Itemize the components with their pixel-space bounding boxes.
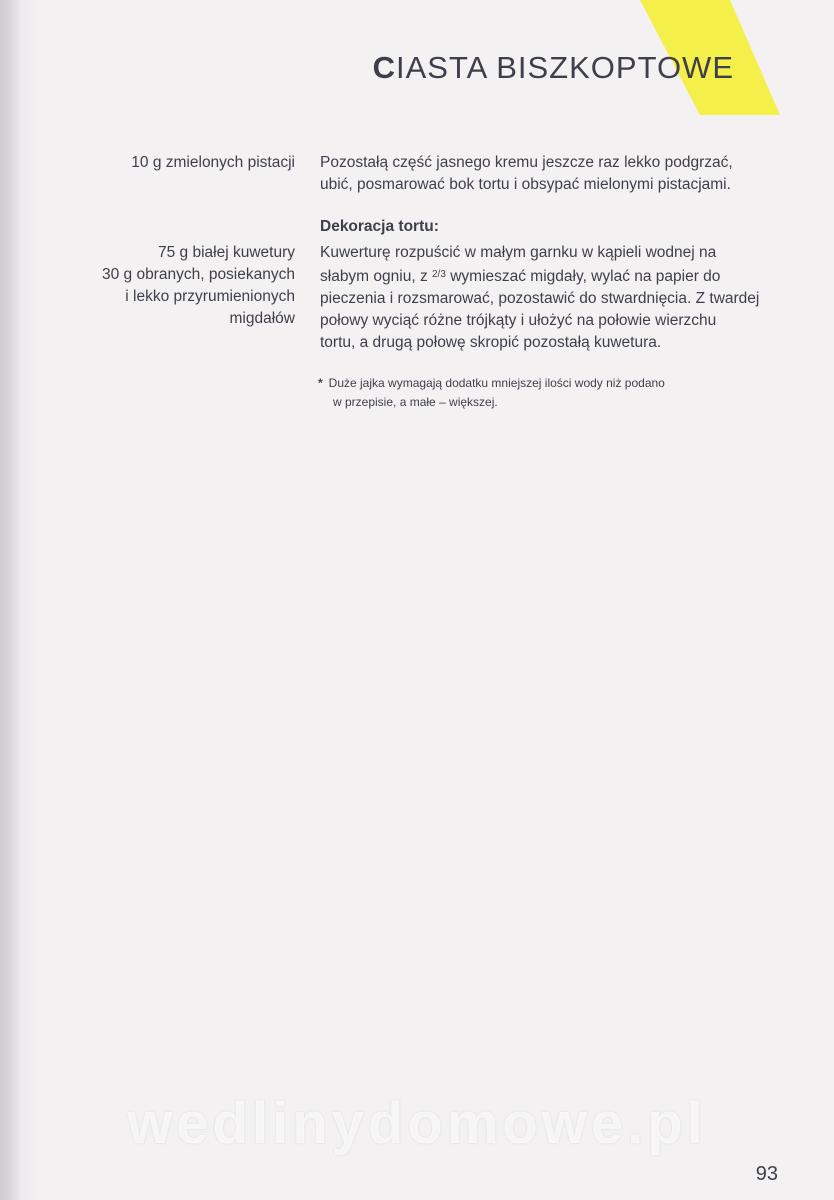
fraction: 2/3 (432, 269, 446, 280)
title-rest: IASTA BISZKOPTOWE (396, 50, 734, 85)
ingredients-group-2 (75, 242, 295, 330)
instructions-paragraph-1 (320, 152, 785, 196)
book-spine-shadow (0, 0, 22, 1200)
instruction-line: ubić, posmarować bok tortu i obsypać mielonymi pistacjami. (320, 176, 731, 193)
ingredient-line: 10 g zmielonych pistacji (131, 154, 295, 171)
instruction-line: Kuwerturę rozpuścić w małym garnku w kąpieli wodnej na (320, 244, 717, 261)
title-initial: C (372, 50, 397, 85)
instruction-text: wymieszać migdały, wylać na papier do (445, 268, 721, 285)
instruction-line: Pozostałą część jasnego kremu jeszcze raz lekko podgrzać, (320, 154, 733, 171)
ingredient-line: migdałów (229, 310, 295, 327)
footnote (318, 374, 758, 412)
footnote-marker: * (318, 376, 323, 390)
ingredient-line: 30 g obranych, posiekanych (101, 266, 295, 283)
footnote-text: Duże jajka wymagają dodatku mniejszej ilości wody niż podano (328, 376, 665, 390)
footnote-line (318, 374, 758, 393)
instruction-line: tortu, a drugą połowę skropić pozostałą kuwetura. (320, 334, 662, 351)
instruction-line: pieczenia i rozsmarować, pozostawić do stwardnięcia. Z twardej (320, 290, 760, 307)
footnote-line: w przepisie, a małe – większej. (333, 395, 498, 409)
section-subheading: Dekoracja tortu: (320, 218, 439, 235)
ingredient-line: i lekko przyrumienionych (125, 288, 295, 305)
ingredients-group-1 (75, 152, 295, 174)
watermark: wedlinydomowe.pl (127, 1091, 707, 1156)
page-number: 93 (755, 1163, 778, 1185)
ingredient-line: 75 g białej kuwetury (158, 244, 295, 261)
instruction-text: słabym ogniu, z (320, 268, 432, 285)
instructions-paragraph-2 (320, 242, 785, 354)
page-title (373, 50, 734, 86)
instruction-line: połowy wyciąć różne trójkąty i ułożyć na połowie wierzchu (320, 312, 717, 329)
instruction-line (320, 264, 785, 288)
